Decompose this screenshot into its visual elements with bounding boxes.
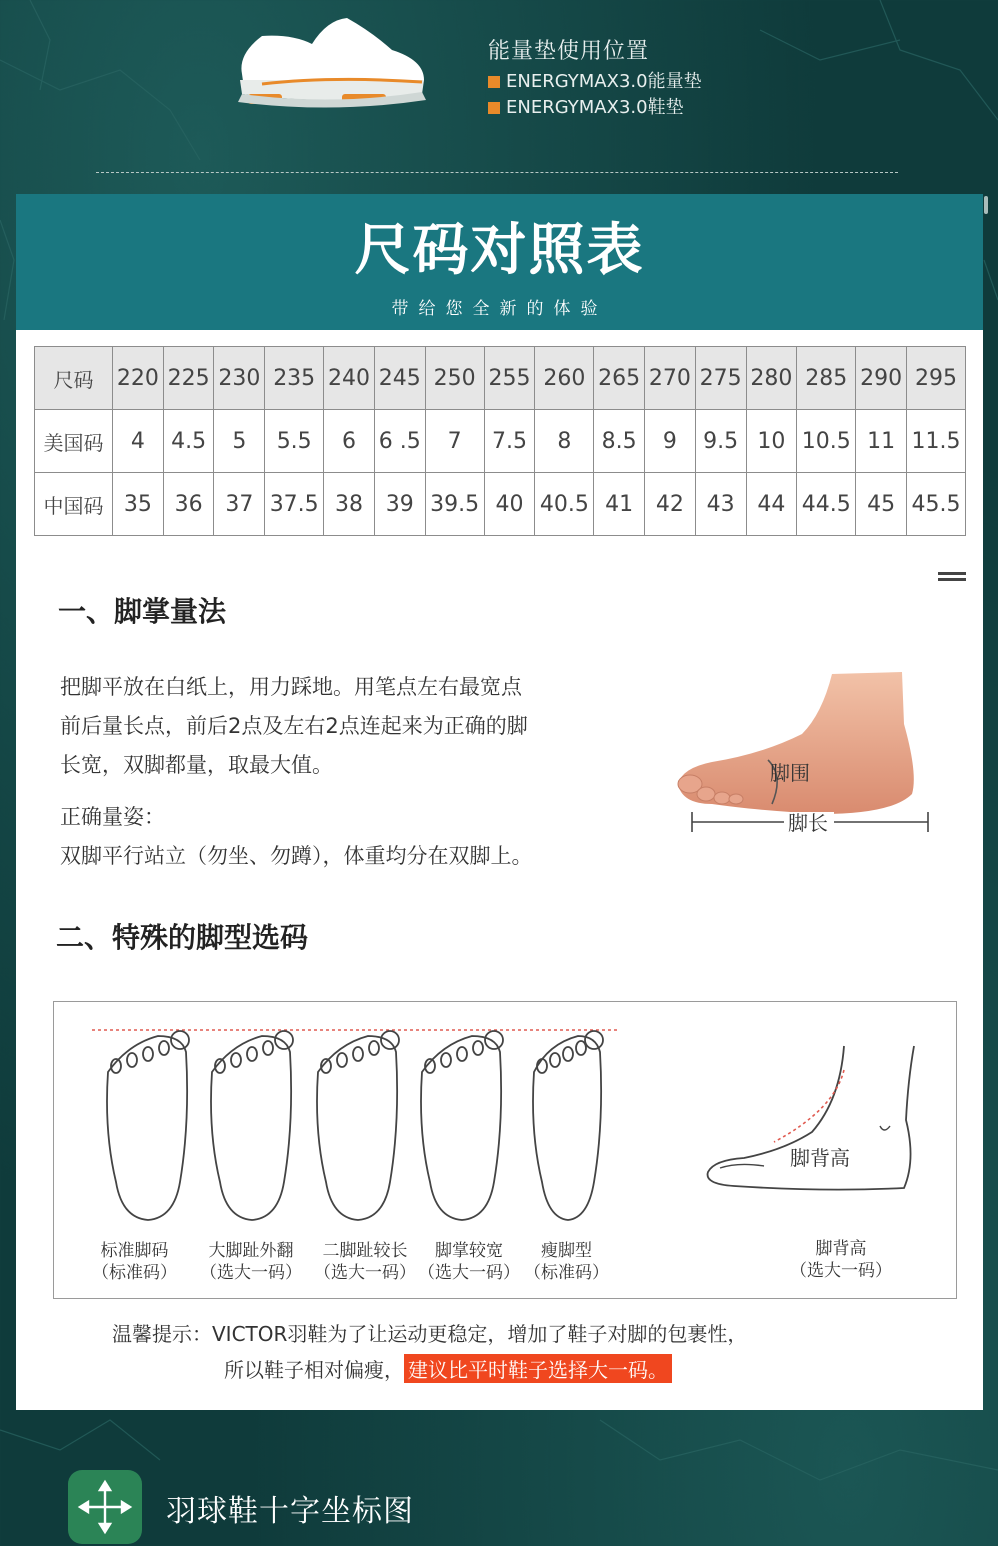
posture-text: 双脚平行站立（勿坐、勿蹲），体重均分在双脚上。: [60, 844, 533, 868]
table-cell: 40.5: [535, 473, 594, 536]
toe-outline: [275, 1031, 293, 1049]
tip-highlight: 建议比平时鞋子选择大一码。: [404, 1354, 672, 1383]
instep-caption: [766, 1238, 916, 1282]
foot-outline: [211, 1036, 291, 1220]
toe-outline: [441, 1053, 451, 1067]
foot-type-name: 标准脚码: [100, 1241, 169, 1261]
table-cell: 225: [163, 347, 214, 410]
toe-outline: [231, 1053, 241, 1067]
table-cell: 45.5: [906, 473, 965, 536]
divider: [96, 172, 898, 173]
menu-icon[interactable]: [938, 572, 966, 584]
instep-name: 脚背高: [815, 1239, 867, 1259]
table-cell: 230: [214, 347, 265, 410]
table-cell: 11.5: [906, 410, 965, 473]
table-cell: 5.5: [265, 410, 324, 473]
table-cell: 255: [484, 347, 535, 410]
toe-outline: [127, 1053, 137, 1067]
foot-type-advice: （标准码）: [92, 1263, 177, 1283]
table-cell: 240: [324, 347, 375, 410]
table-cell: 8: [535, 410, 594, 473]
table-cell: 285: [797, 347, 856, 410]
foot-type-caption: [92, 1240, 177, 1284]
size-row-header: [35, 347, 966, 410]
table-cell: 260: [535, 347, 594, 410]
table-cell: 9.5: [695, 410, 746, 473]
table-cell: 220: [113, 347, 164, 410]
foot-outline: [533, 1036, 601, 1220]
table-cell: 10.5: [797, 410, 856, 473]
table-cell: 37: [214, 473, 265, 536]
table-cell: 37.5: [265, 473, 324, 536]
instruction-line: 前后量长点，前后2点及左右2点连起来为正确的脚: [60, 714, 528, 738]
foot-measure-illustration: [672, 664, 932, 854]
table-cell: 36: [163, 473, 214, 536]
toe-outline: [550, 1053, 560, 1067]
table-cell: 5: [214, 410, 265, 473]
foot-type-panel: [53, 1001, 957, 1299]
foot-type-caption: [314, 1240, 416, 1284]
four-way-arrows-icon: [68, 1470, 142, 1544]
cn-size-row: [35, 473, 966, 536]
toe-outline: [485, 1031, 503, 1049]
toe-outline: [537, 1059, 547, 1073]
foot-type-advice: （选大一码）: [418, 1263, 520, 1283]
foot-type-name: 瘦脚型: [541, 1241, 592, 1261]
toe-outline: [247, 1047, 257, 1061]
scrollbar-thumb[interactable]: [984, 196, 988, 214]
coordinate-map-title: 羽球鞋十字坐标图: [166, 1494, 414, 1529]
table-cell: 265: [594, 347, 645, 410]
toe-outline: [473, 1041, 483, 1055]
toe-outline: [457, 1047, 467, 1061]
foot-type-caption: [200, 1240, 302, 1284]
legend-item-energy-pad: [488, 69, 702, 95]
foot-type-advice: （选大一码）: [314, 1263, 416, 1283]
table-cell: 10: [746, 410, 797, 473]
foot-type-advice: （标准码）: [524, 1263, 609, 1283]
table-cell: 275: [695, 347, 746, 410]
instruction-line: 把脚平放在白纸上，用力踩地。用笔点左右最宽点: [60, 675, 522, 699]
toe-outline: [576, 1041, 586, 1055]
table-cell: 4.5: [163, 410, 214, 473]
page-subtitle: 带给您全新的体验: [391, 299, 608, 319]
foot-outline: [421, 1036, 501, 1220]
table-cell: 250: [425, 347, 484, 410]
table-cell: 38: [324, 473, 375, 536]
table-cell: 40: [484, 473, 535, 536]
section-title-measure: 一、脚掌量法: [58, 595, 227, 628]
tip-text: 所以鞋子相对偏瘦，: [224, 1358, 404, 1382]
foot-outline: [317, 1036, 397, 1220]
table-cell: 44: [746, 473, 797, 536]
size-chart-table: [34, 346, 966, 536]
table-cell: 8.5: [594, 410, 645, 473]
toe-outline: [143, 1047, 153, 1061]
measure-instructions: [60, 668, 528, 785]
table-cell: 41: [594, 473, 645, 536]
row-label: 美国码: [35, 410, 113, 473]
toe-outline: [171, 1031, 189, 1049]
orange-square-icon: [488, 76, 500, 88]
foot-type-caption: [524, 1240, 609, 1284]
table-cell: 270: [645, 347, 696, 410]
table-cell: 9: [645, 410, 696, 473]
table-cell: 11: [856, 410, 907, 473]
table-cell: 35: [113, 473, 164, 536]
table-cell: 44.5: [797, 473, 856, 536]
toe-outline: [563, 1047, 573, 1061]
length-label: 脚长: [788, 811, 828, 835]
foot-type-name: 二脚趾较长: [322, 1241, 408, 1261]
table-cell: 39: [374, 473, 425, 536]
legend-label: ENERGYMAX3.0鞋垫: [506, 97, 684, 118]
table-cell: 43: [695, 473, 746, 536]
page-title: 尺码对照表: [354, 218, 645, 283]
table-cell: 295: [906, 347, 965, 410]
toe-outline: [381, 1031, 399, 1049]
table-cell: 39.5: [425, 473, 484, 536]
instruction-line: 长宽，双脚都量，取最大值。: [60, 753, 333, 777]
toe-outline: [353, 1047, 363, 1061]
instep-label: 脚背高: [790, 1146, 850, 1170]
section-title-foot-types: 二、特殊的脚型选码: [56, 921, 309, 954]
table-cell: 245: [374, 347, 425, 410]
table-cell: 7: [425, 410, 484, 473]
title-banner: [16, 194, 983, 330]
posture-block: [60, 798, 533, 876]
instep-foot-illustration: [694, 1040, 934, 1200]
energy-pad-legend: [488, 34, 702, 121]
orange-square-icon: [488, 102, 500, 114]
toe-outline: [369, 1041, 379, 1055]
toe-outline: [263, 1041, 273, 1055]
table-cell: 280: [746, 347, 797, 410]
posture-label: 正确量姿：: [60, 805, 165, 829]
foot-outline: [107, 1036, 187, 1220]
girth-label: 脚围: [770, 761, 810, 785]
table-cell: 42: [645, 473, 696, 536]
table-cell: 7.5: [484, 410, 535, 473]
tip-line-2: [224, 1354, 672, 1383]
table-cell: 290: [856, 347, 907, 410]
legend-item-insole: [488, 95, 702, 121]
foot-type-name: 大脚趾外翻: [208, 1241, 294, 1261]
size-guide-card: [16, 194, 983, 1410]
coordinate-map-button[interactable]: [68, 1470, 142, 1544]
energy-title: 能量垫使用位置: [488, 39, 650, 64]
us-size-row: [35, 410, 966, 473]
foot-type-advice: （选大一码）: [200, 1263, 302, 1283]
foot-outline-row: [92, 1022, 632, 1232]
toe-outline: [159, 1041, 169, 1055]
table-cell: 235: [265, 347, 324, 410]
foot-type-name: 脚掌较宽: [435, 1241, 503, 1261]
legend-label: ENERGYMAX3.0能量垫: [506, 71, 702, 92]
shoe-illustration: [232, 14, 432, 114]
row-label: 尺码: [35, 347, 113, 410]
instep-advice: （选大一码）: [790, 1261, 892, 1281]
toe-outline: [337, 1053, 347, 1067]
table-cell: 4: [113, 410, 164, 473]
table-cell: 6 .5: [374, 410, 425, 473]
row-label: 中国码: [35, 473, 113, 536]
table-cell: 6: [324, 410, 375, 473]
tip-line-1: 温馨提示：VICTOR羽鞋为了让运动更稳定，增加了鞋子对脚的包裹性，: [112, 1322, 748, 1346]
table-cell: 45: [856, 473, 907, 536]
foot-type-caption: [418, 1240, 520, 1284]
